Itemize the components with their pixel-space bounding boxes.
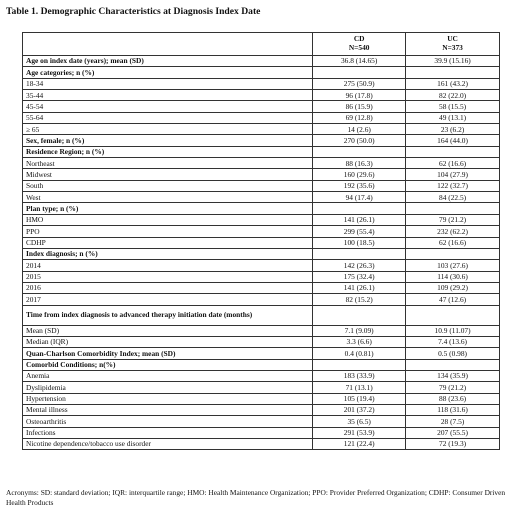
row-cd-value: 96 (17.8) (313, 90, 406, 101)
table-row (23, 67, 500, 78)
row-cd-value (313, 359, 406, 370)
row-uc-value: 28 (7.5) (406, 416, 500, 427)
table-row (23, 169, 500, 180)
row-uc-value: 49 (13.1) (406, 112, 500, 123)
table-row (23, 271, 500, 282)
table-row (23, 305, 500, 325)
row-cd-value (313, 146, 406, 157)
row-label: ≥ 65 (23, 124, 313, 135)
row-cd-value (313, 305, 406, 325)
row-uc-value: 118 (31.6) (406, 404, 500, 415)
row-cd-value: 36.8 (14.65) (313, 56, 406, 67)
row-cd-value: 270 (50.0) (313, 135, 406, 146)
header-cd-n: N=540 (348, 43, 370, 52)
row-cd-value: 105 (19.4) (313, 393, 406, 404)
row-label: Index diagnosis; n (%) (23, 248, 313, 259)
header-uc (406, 33, 500, 56)
table-row (23, 192, 500, 203)
row-label: Median (IQR) (23, 336, 313, 347)
row-uc-value: 164 (44.0) (406, 135, 500, 146)
row-uc-value (406, 359, 500, 370)
table-row (23, 404, 500, 415)
row-uc-value: 122 (32.7) (406, 180, 500, 191)
table-row (23, 282, 500, 293)
row-cd-value: 192 (35.6) (313, 180, 406, 191)
header-uc-name: UC (447, 34, 458, 44)
row-label: PPO (23, 226, 313, 237)
row-uc-value: 47 (12.6) (406, 294, 500, 305)
table-header-row (23, 33, 500, 56)
row-label: Infections (23, 427, 313, 438)
row-cd-value: 3.3 (6.6) (313, 336, 406, 347)
table-row (23, 90, 500, 101)
row-uc-value: 79 (21.2) (406, 382, 500, 393)
table-row (23, 359, 500, 370)
row-cd-value: 141 (26.1) (313, 282, 406, 293)
row-uc-value: 58 (15.5) (406, 101, 500, 112)
table-row (23, 336, 500, 347)
row-uc-value: 7.4 (13.6) (406, 336, 500, 347)
row-uc-value: 232 (62.2) (406, 226, 500, 237)
row-cd-value: 86 (15.9) (313, 101, 406, 112)
row-cd-value (313, 67, 406, 78)
table-row (23, 158, 500, 169)
row-cd-value (313, 203, 406, 214)
row-label: 55-64 (23, 112, 313, 123)
row-label: HMO (23, 214, 313, 225)
row-cd-value: 141 (26.1) (313, 214, 406, 225)
row-uc-value: 62 (16.6) (406, 158, 500, 169)
row-uc-value: 104 (27.9) (406, 169, 500, 180)
row-label: 2014 (23, 260, 313, 271)
table-row (23, 226, 500, 237)
row-uc-value (406, 67, 500, 78)
row-uc-value: 109 (29.2) (406, 282, 500, 293)
table-row (23, 135, 500, 146)
row-cd-value: 201 (37.2) (313, 404, 406, 415)
table-row (23, 101, 500, 112)
table-row (23, 439, 500, 450)
row-label: Dyslipidemia (23, 382, 313, 393)
row-cd-value: 0.4 (0.81) (313, 348, 406, 359)
row-uc-value (406, 248, 500, 259)
row-uc-value: 207 (55.5) (406, 427, 500, 438)
table-row (23, 325, 500, 336)
row-uc-value: 88 (23.6) (406, 393, 500, 404)
table-row (23, 56, 500, 67)
row-uc-value: 62 (16.6) (406, 237, 500, 248)
row-uc-value: 72 (19.3) (406, 439, 500, 450)
row-cd-value: 88 (16.3) (313, 158, 406, 169)
row-cd-value: 175 (32.4) (313, 271, 406, 282)
demographics-table (22, 32, 500, 450)
table-row (23, 78, 500, 89)
row-cd-value: 142 (26.3) (313, 260, 406, 271)
table-row (23, 248, 500, 259)
row-uc-value: 134 (35.9) (406, 370, 500, 381)
table-row (23, 180, 500, 191)
row-label: Mental illness (23, 404, 313, 415)
row-label: West (23, 192, 313, 203)
row-uc-value: 114 (30.6) (406, 271, 500, 282)
row-cd-value: 14 (2.6) (313, 124, 406, 135)
row-label: South (23, 180, 313, 191)
row-label: Sex, female; n (%) (23, 135, 313, 146)
table-row (23, 237, 500, 248)
row-cd-value: 275 (50.9) (313, 78, 406, 89)
row-cd-value: 94 (17.4) (313, 192, 406, 203)
table-row (23, 203, 500, 214)
row-cd-value: 7.1 (9.09) (313, 325, 406, 336)
row-label: 35-44 (23, 90, 313, 101)
row-label: Age categories; n (%) (23, 67, 313, 78)
table-row (23, 382, 500, 393)
row-uc-value: 0.5 (0.98) (406, 348, 500, 359)
row-cd-value (313, 248, 406, 259)
row-uc-value: 39.9 (15.16) (406, 56, 500, 67)
footnote: Acronyms: SD: standard deviation; IQR: interquartile range; HMO: Health Maintenance Organization; PPO: Provider Preferred Organization; CDHP: Consumer Driven Health Products (6, 488, 506, 508)
table-row (23, 146, 500, 157)
table-row (23, 348, 500, 359)
row-label: 2015 (23, 271, 313, 282)
row-uc-value: 10.9 (11.07) (406, 325, 500, 336)
row-uc-value (406, 305, 500, 325)
row-cd-value: 299 (55.4) (313, 226, 406, 237)
header-cd (313, 33, 406, 56)
row-label: 2017 (23, 294, 313, 305)
row-cd-value: 69 (12.8) (313, 112, 406, 123)
row-uc-value: 79 (21.2) (406, 214, 500, 225)
row-uc-value (406, 203, 500, 214)
table-row (23, 124, 500, 135)
row-label: 18-34 (23, 78, 313, 89)
row-label: Comorbid Conditions; n(%) (23, 359, 313, 370)
row-label: Mean (SD) (23, 325, 313, 336)
header-cd-name: CD (353, 34, 365, 44)
row-label: Quan-Charlson Comorbidity Index; mean (SD) (23, 348, 313, 359)
row-cd-value: 121 (22.4) (313, 439, 406, 450)
row-label: Residence Region; n (%) (23, 146, 313, 157)
row-label: Plan type; n (%) (23, 203, 313, 214)
table-row (23, 112, 500, 123)
table-row (23, 393, 500, 404)
row-label: Hypertension (23, 393, 313, 404)
table-row (23, 370, 500, 381)
table-row (23, 260, 500, 271)
row-uc-value: 82 (22.0) (406, 90, 500, 101)
row-cd-value: 35 (6.5) (313, 416, 406, 427)
table-title: Table 1. Demographic Characteristics at Diagnosis Index Date (6, 6, 261, 17)
row-uc-value: 103 (27.6) (406, 260, 500, 271)
row-label: Midwest (23, 169, 313, 180)
row-uc-value: 23 (6.2) (406, 124, 500, 135)
row-uc-value (406, 146, 500, 157)
row-uc-value: 84 (22.5) (406, 192, 500, 203)
row-cd-value: 160 (29.6) (313, 169, 406, 180)
row-cd-value: 291 (53.9) (313, 427, 406, 438)
row-label: Age on index date (years); mean (SD) (23, 56, 313, 67)
row-label: Anemia (23, 370, 313, 381)
row-label: Northeast (23, 158, 313, 169)
row-label: CDHP (23, 237, 313, 248)
row-label: Nicotine dependence/tobacco use disorder (23, 439, 313, 450)
row-label: Time from index diagnosis to advanced therapy initiation date (months) (23, 305, 313, 325)
row-cd-value: 100 (18.5) (313, 237, 406, 248)
header-uc-n: N=373 (442, 43, 463, 52)
table-row (23, 416, 500, 427)
table-row (23, 294, 500, 305)
row-label: 2016 (23, 282, 313, 293)
table-row (23, 214, 500, 225)
row-cd-value: 183 (33.9) (313, 370, 406, 381)
row-label: 45-54 (23, 101, 313, 112)
row-label: Osteoarthritis (23, 416, 313, 427)
table-row (23, 427, 500, 438)
row-uc-value: 161 (43.2) (406, 78, 500, 89)
header-blank-cell (23, 33, 313, 56)
row-cd-value: 71 (13.1) (313, 382, 406, 393)
row-cd-value: 82 (15.2) (313, 294, 406, 305)
